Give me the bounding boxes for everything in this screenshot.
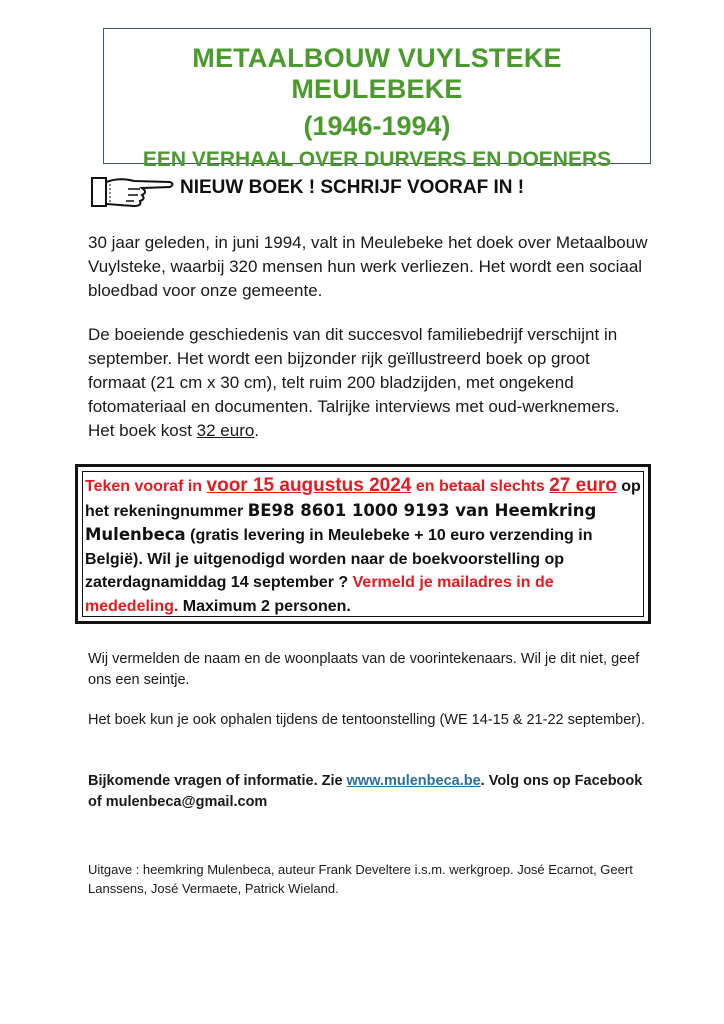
- title-box: [103, 28, 651, 171]
- paragraph-intro: 30 jaar geleden, in juni 1994, valt in Meulebeke het doek over Metaalbouw Vuylsteke, waarbij 320 mensen hun werk verliezen. Het wordt een sociaal bloedbad voor onze gemeente.: [88, 233, 648, 300]
- title-line-3: EEN VERHAAL OVER DURVERS EN DOENERS: [142, 148, 612, 171]
- note-names: Wij vermelden de naam en de woonplaats van de voorintekenaars. Wil je dit niet, geef ons een seintje.: [88, 651, 640, 688]
- title-line-1: METAALBOUW VUYLSTEKE MEULEBEKE: [192, 43, 562, 104]
- note-pickup: Het boek kun je ook ophalen tijdens de tentoonstelling (WE 14-15 & 21-22 september).: [88, 712, 645, 728]
- subscribe-mid: en betaal slechts: [411, 478, 550, 495]
- info-lead: Bijkomende vragen of informatie. Zie: [88, 773, 347, 789]
- paragraph-description-text: De boeiende geschiedenis van dit succesvol familiebedrijf verschijnt in september. Het wordt een bijzonder rijk geïllustreerd boek op groot formaat (21 cm x 30 cm), telt ruim 200 bladzijden, met ongekend fotomateriaal en documenten. Talrijke interviews met oud-werknemers. Het boek kost: [88, 325, 620, 440]
- account-number: BE98 8601 1000 9193 van Heemkring Mulenbeca: [85, 500, 597, 544]
- price-discount: 27 euro: [549, 475, 617, 496]
- info-rest: . Volg ons op Facebook of mulenbeca@gmail.com: [88, 773, 643, 810]
- subscription-text: [85, 474, 645, 618]
- account-intro: op het rekeningnummer: [85, 478, 641, 520]
- price-regular: 32 euro: [196, 421, 255, 440]
- info-contact: [88, 771, 648, 813]
- website-link[interactable]: www.mulenbeca.be: [346, 773, 481, 789]
- subscribe-lead: Teken vooraf in: [85, 478, 207, 495]
- pointing-hand-icon: [90, 172, 176, 212]
- deadline: voor 15 augustus 2024: [206, 475, 412, 496]
- mail-note: Vermeld je mailadres in de mededeling.: [85, 574, 554, 615]
- title-line-2: (1946-1994): [303, 111, 451, 141]
- paragraph-description-end: .: [254, 421, 260, 440]
- credits: Uitgave : heemkring Mulenbeca, auteur Frank Develtere i.s.m. werkgroep. José Ecarnot, Geert Lanssens, José Vermaete, Patrick Wieland.: [88, 862, 633, 896]
- max-persons: Maximum 2 personen.: [178, 597, 351, 615]
- announcement: NIEUW BOEK ! SCHRIJF VOORAF IN !: [180, 177, 525, 198]
- delivery-info: (gratis levering in Meulebeke + 10 euro verzending in België). Wil je uitgenodigd worden naar de boekvoorstelling op zaterdagnamiddag 14 september ?: [85, 527, 593, 591]
- paragraph-description: [88, 323, 648, 443]
